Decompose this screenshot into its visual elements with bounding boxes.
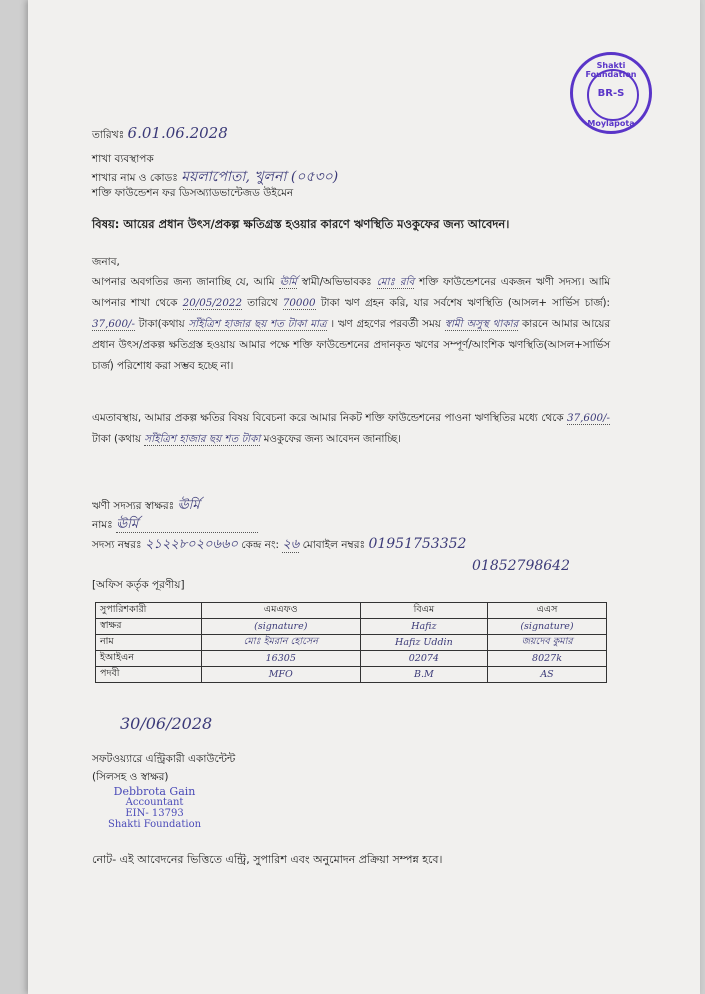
member-signature-label: ঋণী সদস্যর স্বাক্ষরঃ — [92, 500, 175, 512]
accountant-subtitle: (সিলসহ ও স্বাক্ষর) — [92, 771, 169, 783]
subject-line: বিষয়: আয়ের প্রধান উৎস/প্রকল্প ক্ষতিগ্রস্ত হওয়ার কারণে ঋণস্থিতি মওকুফের জন্য আবেদন। — [92, 217, 510, 231]
member-signature: ঊর্মি — [177, 498, 200, 513]
office-section-title: [অফিস কর্তৃক পূরণীয়] — [92, 579, 185, 591]
header-mfo: এমএফও — [201, 603, 360, 619]
as-signature: (signature) — [488, 619, 607, 635]
center-number: ২৬ — [282, 537, 300, 552]
member-signature-line — [92, 497, 200, 516]
seal-name: Debbrota Gain — [113, 785, 196, 798]
bm-designation: B.M — [360, 667, 487, 683]
para1-text-7: । ঋণ গ্রহণের পরবর্তী সময় — [330, 318, 441, 330]
bm-signature: Hafiz — [360, 619, 487, 635]
organization-name: শক্তি ফাউন্ডেশন ফর ডিসঅ্যাডভান্টেজড উইমেন — [92, 187, 294, 199]
accountant-title: সফটওয়্যারে এন্ট্রিকারী একাউন্টেন্ট — [92, 753, 236, 765]
member-name-label: নামঃ — [92, 519, 113, 531]
loan-balance-words: সাঁইত্রিশ হাজার ছয় শত টাকা মাত্র — [188, 318, 327, 330]
salutation: জনাব, — [92, 256, 120, 268]
seal-role: Accountant — [125, 797, 184, 808]
date-line — [92, 123, 228, 145]
center-label: কেন্দ্র নং: — [241, 539, 280, 551]
accountant-seal — [108, 786, 201, 830]
bm-ein: 02074 — [360, 651, 487, 667]
member-name-line — [92, 516, 258, 535]
mfo-designation: MFO — [201, 667, 360, 683]
recipient-title: শাখা ব্যবস্থাপক — [92, 153, 154, 165]
mobile-number-1: 01951753352 — [368, 536, 467, 552]
loan-amount: 70000 — [282, 297, 316, 309]
guardian-name: মোঃ রবি — [376, 276, 415, 288]
as-designation: AS — [488, 667, 607, 683]
bm-name: Hafiz Uddin — [360, 635, 487, 651]
paragraph-2 — [92, 408, 610, 450]
mfo-signature: (signature) — [201, 619, 360, 635]
para2-text-1: এমতাবস্থায়, আমার প্রকল্প ক্ষতির বিষয় বিবেচনা করে আমার নিকট শক্তি ফাউন্ডেশনের পাওনা ঋণস্থিতির মধ্যে থেকে — [92, 412, 564, 424]
row-label: স্বাক্ষর — [96, 619, 202, 635]
table-row-name — [96, 635, 607, 651]
loan-balance: 37,600/- — [92, 318, 135, 330]
para1-text-1: আপনার অবগতির জন্য জানাচ্ছি যে, আমি — [92, 276, 275, 288]
stamp-center-text: BR-S — [597, 88, 625, 99]
branch-label: শাখার নাম ও কোডঃ — [92, 172, 178, 184]
date-label: তারিখঃ — [92, 129, 125, 141]
para1-text-4: তারিখে — [247, 297, 278, 309]
row-label: নাম — [96, 635, 202, 651]
table-row-ein — [96, 651, 607, 667]
seal-ein: EIN- 13793 — [125, 808, 184, 819]
date-value: 6.01.06.2028 — [127, 124, 228, 142]
para1-text-8: কারনে আমার আয়ের প্রধান উৎস/প্রকল্প ক্ষতিগ্রস্ত হওয়ায় আমার পক্ষে শক্তি ফাউন্ডেশনের প্রদানকৃত ঋণের সম্পূর্ণ/আংশিক ঋণস্থিতি(আসল+সার্ভিস চার্জ) পরিশোধ করা সম্ভব হচ্ছে না। — [92, 318, 610, 372]
as-ein: 8027k — [488, 651, 607, 667]
paragraph-1 — [92, 272, 610, 377]
header-bm: বিএম — [360, 603, 487, 619]
member-id-label: সদস্য নম্বরঃ — [92, 539, 142, 551]
footer-note: নোট- এই আবেদনের ভিত্তিতে এন্ট্রি, সুপারিশ এবং অনুমোদন প্রক্রিয়া সম্পন্ন হবে। — [92, 853, 443, 866]
seal-org: Shakti Foundation — [108, 819, 202, 830]
member-id-line — [92, 534, 466, 555]
mobile-number-2: 01852798642 — [472, 558, 570, 574]
table-row-designation — [96, 667, 607, 683]
branch-value: ময়লাপোতা, খুলনা (০৫৩০) — [181, 169, 339, 185]
mobile-label: মোবাইল নম্বরঃ — [302, 539, 366, 551]
header-recommender: সুপারিশকারী — [96, 603, 202, 619]
as-name: জয়দেব কুমার — [488, 635, 607, 651]
member-id: ২১২২৮০২০৬৬০ — [144, 537, 238, 552]
hardship-reason: স্বামী অসুস্থ থাকার — [444, 318, 519, 330]
row-label: পদবী — [96, 667, 202, 683]
accountant-signature-date: 30/06/2028 — [120, 714, 213, 733]
para1-text-2: স্বামী/অভিভাবকঃ — [301, 276, 372, 288]
member-name: ঊর্মি — [116, 517, 258, 533]
branch-line — [92, 167, 338, 187]
foundation-stamp — [570, 52, 652, 134]
loan-date: 20/05/2022 — [182, 297, 243, 309]
waiver-amount-words: সাঁইত্রিশ হাজার ছয় শত টাকা — [144, 433, 261, 445]
applicant-name: ঊর্মি — [279, 276, 297, 288]
mfo-name: মোঃ ইমরান হোসেন — [201, 635, 360, 651]
mfo-ein: 16305 — [201, 651, 360, 667]
row-label: ইআইএন — [96, 651, 202, 667]
header-as: এএস — [488, 603, 607, 619]
office-recommendation-table — [95, 602, 607, 683]
stamp-bottom-text: Moylapota — [587, 119, 635, 128]
para1-text-6: টাকা(কথায় — [138, 318, 185, 330]
office-table-header — [96, 603, 607, 619]
table-row-signature — [96, 619, 607, 635]
waiver-amount: 37,600/- — [567, 412, 610, 424]
stamp-top-text: Shakti Foundation — [585, 61, 637, 79]
para1-text-5: টাকা ঋণ গ্রহন করি, যার সর্বশেষ ঋণস্থিতি (আসল+ সার্ভিস চার্জ): — [320, 297, 610, 309]
para2-text-3: মওকুফের জন্য আবেদন জানাচ্ছি। — [263, 433, 401, 445]
para1-text-3: শক্তি ফাউন্ডেশনের একজন ঋণী সদস্য। আমি আপনার শাখা থেকে — [92, 276, 610, 309]
para2-text-2: টাকা (কথায় — [92, 433, 142, 445]
